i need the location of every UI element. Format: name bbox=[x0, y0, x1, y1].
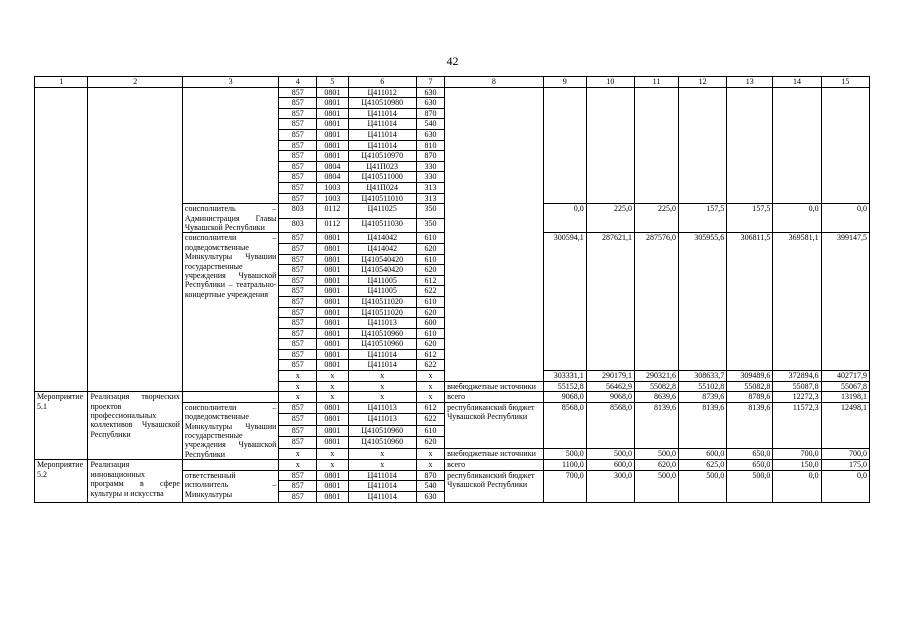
value-cell: 12272,3 bbox=[773, 392, 821, 403]
code-csr: x bbox=[348, 371, 416, 382]
executor-label: ответственный исполнитель – Минкультуры bbox=[182, 470, 279, 502]
code-vr: 620 bbox=[416, 307, 444, 318]
code-csr: Ц411013 bbox=[348, 414, 416, 425]
code-csr: Ц410511020 bbox=[348, 296, 416, 307]
value-cell: 700,0 bbox=[821, 448, 869, 460]
col3-cell bbox=[182, 87, 279, 204]
code-csr: Ц410510960 bbox=[348, 328, 416, 339]
column-header: 14 bbox=[773, 77, 821, 88]
value-cell: 8139,6 bbox=[678, 402, 726, 448]
value-cell: 8139,6 bbox=[634, 402, 678, 448]
code-vr: x bbox=[416, 371, 444, 382]
value-cell: 500,0 bbox=[727, 470, 773, 502]
code-vr: 620 bbox=[416, 339, 444, 350]
measure-5-2-total-row bbox=[35, 460, 870, 471]
code-rz: 0801 bbox=[317, 151, 348, 162]
value-cell bbox=[821, 87, 869, 204]
code-rz: 0801 bbox=[317, 243, 348, 254]
code-csr: Ц410510960 bbox=[348, 339, 416, 350]
header-row bbox=[35, 77, 870, 88]
code-csr: x bbox=[348, 460, 416, 471]
code-vr: 612 bbox=[416, 275, 444, 286]
value-cell: 150,0 bbox=[773, 460, 821, 471]
code-gr: 857 bbox=[279, 161, 317, 172]
code-gr: 857 bbox=[279, 414, 317, 425]
page-number: 42 bbox=[446, 54, 459, 68]
code-csr: Ц411014 bbox=[348, 119, 416, 130]
code-csr: Ц411012 bbox=[348, 87, 416, 98]
code-gr: 857 bbox=[279, 402, 317, 413]
executor-label: соисполнители – подведомственные Минкультуры Чувашии государственные учреждения Чувашской Республики bbox=[182, 402, 279, 459]
code-csr: Ц410510980 bbox=[348, 98, 416, 109]
code-rz: 0801 bbox=[317, 254, 348, 265]
code-gr: 857 bbox=[279, 360, 317, 371]
code-vr: 350 bbox=[416, 204, 444, 219]
theatre-executor-label: соисполнители – подведомственные Минкультуры Чувашии государственные учреждения Чувашской Республики – театрально-концертные учреждения bbox=[182, 233, 279, 392]
code-gr: 857 bbox=[279, 349, 317, 360]
code-gr: 857 bbox=[279, 339, 317, 350]
code-csr: Ц41П023 bbox=[348, 161, 416, 172]
code-rz: 0801 bbox=[317, 296, 348, 307]
code-csr: Ц41П024 bbox=[348, 182, 416, 193]
measure-id: Мероприятие 5.2 bbox=[35, 460, 88, 502]
value-cell: 225,0 bbox=[586, 204, 634, 233]
code-vr: 622 bbox=[416, 360, 444, 371]
value-cell: 309489,6 bbox=[727, 371, 773, 382]
source-cell: внебюджетные источники bbox=[445, 448, 544, 460]
code-gr: 857 bbox=[279, 87, 317, 98]
code-rz: 0801 bbox=[317, 286, 348, 297]
value-cell: 0,0 bbox=[773, 470, 821, 502]
code-gr: 857 bbox=[279, 254, 317, 265]
code-vr: 630 bbox=[416, 87, 444, 98]
value-cell: 9068,0 bbox=[586, 392, 634, 403]
code-gr: 857 bbox=[279, 108, 317, 119]
code-vr: 620 bbox=[416, 243, 444, 254]
code-gr: x bbox=[279, 392, 317, 403]
code-gr: 857 bbox=[279, 243, 317, 254]
value-cell: 300,0 bbox=[586, 470, 634, 502]
code-rz: 0801 bbox=[317, 119, 348, 130]
code-vr: 350 bbox=[416, 218, 444, 233]
code-gr: 857 bbox=[279, 119, 317, 130]
code-gr: 857 bbox=[279, 296, 317, 307]
code-csr: Ц411014 bbox=[348, 492, 416, 503]
measure-title: Реализация инновационных программ в сфере культуры и искусства bbox=[88, 460, 182, 502]
code-gr: 857 bbox=[279, 129, 317, 140]
value-cell: 55082,8 bbox=[634, 381, 678, 392]
column-header: 15 bbox=[821, 77, 869, 88]
value-cell: 1100,0 bbox=[543, 460, 586, 471]
column-header: 2 bbox=[88, 77, 182, 88]
code-rz: 0801 bbox=[317, 307, 348, 318]
column-header: 6 bbox=[348, 77, 416, 88]
value-cell bbox=[773, 87, 821, 204]
value-cell: 9068,0 bbox=[543, 392, 586, 403]
value-cell: 700,0 bbox=[543, 470, 586, 502]
code-gr: 857 bbox=[279, 275, 317, 286]
value-cell: 399147,5 bbox=[821, 233, 869, 371]
code-gr: 857 bbox=[279, 233, 317, 244]
value-cell: 308633,7 bbox=[678, 371, 726, 382]
code-vr: 612 bbox=[416, 349, 444, 360]
value-cell: 13198,1 bbox=[821, 392, 869, 403]
code-csr: Ц411025 bbox=[348, 204, 416, 219]
value-cell: 620,0 bbox=[634, 460, 678, 471]
value-cell: 55067,8 bbox=[821, 381, 869, 392]
code-vr: 600 bbox=[416, 318, 444, 329]
code-rz: 0801 bbox=[317, 425, 348, 436]
code-gr: x bbox=[279, 371, 317, 382]
value-cell: 8568,0 bbox=[543, 402, 586, 448]
code-rz: 0801 bbox=[317, 275, 348, 286]
code-vr: x bbox=[416, 392, 444, 403]
code-gr: 857 bbox=[279, 470, 317, 481]
code-vr: 620 bbox=[416, 437, 444, 448]
code-vr: 610 bbox=[416, 233, 444, 244]
code-csr: Ц411013 bbox=[348, 402, 416, 413]
source-cell: республиканский бюджет Чувашской Республики bbox=[445, 470, 544, 502]
column-header: 10 bbox=[586, 77, 634, 88]
column-header: 9 bbox=[543, 77, 586, 88]
code-rz: 0801 bbox=[317, 98, 348, 109]
value-cell: 56462,9 bbox=[586, 381, 634, 392]
table-body bbox=[35, 77, 870, 503]
code-csr: Ц410510970 bbox=[348, 151, 416, 162]
code-gr: 857 bbox=[279, 140, 317, 151]
measure-title: Реализация творческих проектов профессиональных коллективов Чувашской Республики bbox=[88, 392, 182, 460]
code-gr: 857 bbox=[279, 265, 317, 276]
code-rz: 0801 bbox=[317, 140, 348, 151]
column-header: 3 bbox=[182, 77, 279, 88]
column-header: 11 bbox=[634, 77, 678, 88]
value-cell: 55152,8 bbox=[543, 381, 586, 392]
code-rz: x bbox=[317, 381, 348, 392]
code-gr: 857 bbox=[279, 318, 317, 329]
executor-cell bbox=[182, 392, 279, 403]
code-rz: 0112 bbox=[317, 218, 348, 233]
code-rz: 0804 bbox=[317, 161, 348, 172]
value-cell: 55082,8 bbox=[727, 381, 773, 392]
code-rz: 0801 bbox=[317, 414, 348, 425]
value-cell: 625,0 bbox=[678, 460, 726, 471]
value-cell: 157,5 bbox=[727, 204, 773, 233]
code-gr: 857 bbox=[279, 286, 317, 297]
code-vr: 630 bbox=[416, 129, 444, 140]
code-rz: 0801 bbox=[317, 339, 348, 350]
measure-5-1-total-row bbox=[35, 392, 870, 403]
code-vr: 610 bbox=[416, 296, 444, 307]
value-cell: 0,0 bbox=[821, 204, 869, 233]
code-csr: Ц411014 bbox=[348, 108, 416, 119]
value-cell: 55102,8 bbox=[678, 381, 726, 392]
value-cell: 55087,8 bbox=[773, 381, 821, 392]
code-rz: 0801 bbox=[317, 437, 348, 448]
code-rz: 0804 bbox=[317, 172, 348, 183]
value-cell: 650,0 bbox=[727, 448, 773, 460]
value-cell: 290321,6 bbox=[634, 371, 678, 382]
value-cell: 8568,0 bbox=[586, 402, 634, 448]
value-cell: 402717,9 bbox=[821, 371, 869, 382]
code-rz: x bbox=[317, 460, 348, 471]
code-vr: x bbox=[416, 460, 444, 471]
value-cell: 290179,1 bbox=[586, 371, 634, 382]
code-gr: 857 bbox=[279, 98, 317, 109]
code-vr: 330 bbox=[416, 161, 444, 172]
code-vr: 622 bbox=[416, 286, 444, 297]
source-cell: внебюджетные источники bbox=[445, 381, 544, 392]
value-cell: 8789,6 bbox=[727, 392, 773, 403]
code-vr: 810 bbox=[416, 140, 444, 151]
value-cell: 11572,3 bbox=[773, 402, 821, 448]
code-gr: 857 bbox=[279, 437, 317, 448]
code-vr: 870 bbox=[416, 108, 444, 119]
code-rz: 0801 bbox=[317, 402, 348, 413]
code-csr: Ц411014 bbox=[348, 360, 416, 371]
budget-table bbox=[34, 76, 870, 503]
value-cell: 157,5 bbox=[678, 204, 726, 233]
value-cell: 650,0 bbox=[727, 460, 773, 471]
value-cell bbox=[727, 87, 773, 204]
code-csr: Ц411005 bbox=[348, 275, 416, 286]
code-vr: x bbox=[416, 448, 444, 460]
code-csr: Ц410540420 bbox=[348, 254, 416, 265]
code-rz: 0801 bbox=[317, 87, 348, 98]
code-vr: 313 bbox=[416, 182, 444, 193]
column-header: 1 bbox=[35, 77, 88, 88]
col1-cell bbox=[35, 87, 88, 392]
code-vr: 610 bbox=[416, 254, 444, 265]
code-vr: 313 bbox=[416, 193, 444, 204]
code-csr: Ц410511010 bbox=[348, 193, 416, 204]
code-gr: 857 bbox=[279, 492, 317, 503]
value-cell bbox=[543, 87, 586, 204]
source-cell: республиканский бюджет Чувашской Республики bbox=[445, 402, 544, 448]
code-gr: 857 bbox=[279, 307, 317, 318]
value-cell: 287621,1 bbox=[586, 233, 634, 371]
code-rz: 0801 bbox=[317, 233, 348, 244]
value-cell: 8139,6 bbox=[727, 402, 773, 448]
value-cell: 600,0 bbox=[678, 448, 726, 460]
code-csr: x bbox=[348, 448, 416, 460]
code-csr: Ц410511030 bbox=[348, 218, 416, 233]
code-rz: 0801 bbox=[317, 318, 348, 329]
code-vr: x bbox=[416, 381, 444, 392]
value-cell: 306811,5 bbox=[727, 233, 773, 371]
source-cell: всего bbox=[445, 392, 544, 403]
table-row bbox=[35, 87, 870, 98]
code-csr: Ц410540420 bbox=[348, 265, 416, 276]
value-cell: 369581,1 bbox=[773, 233, 821, 371]
value-cell: 225,0 bbox=[634, 204, 678, 233]
code-csr: Ц411005 bbox=[348, 286, 416, 297]
code-gr: 857 bbox=[279, 328, 317, 339]
value-cell: 0,0 bbox=[543, 204, 586, 233]
code-rz: 0801 bbox=[317, 481, 348, 492]
value-cell: 500,0 bbox=[634, 448, 678, 460]
value-cell: 12498,1 bbox=[821, 402, 869, 448]
value-cell: 300594,1 bbox=[543, 233, 586, 371]
code-rz: 0801 bbox=[317, 129, 348, 140]
code-vr: 630 bbox=[416, 98, 444, 109]
code-rz: x bbox=[317, 371, 348, 382]
column-header: 4 bbox=[279, 77, 317, 88]
column-header: 13 bbox=[727, 77, 773, 88]
column-header: 7 bbox=[416, 77, 444, 88]
source-cell: всего bbox=[445, 460, 544, 471]
code-gr: x bbox=[279, 381, 317, 392]
code-rz: 1003 bbox=[317, 182, 348, 193]
value-cell bbox=[586, 87, 634, 204]
code-csr: Ц411014 bbox=[348, 349, 416, 360]
code-csr: Ц411013 bbox=[348, 318, 416, 329]
code-csr: Ц410511000 bbox=[348, 172, 416, 183]
code-vr: 610 bbox=[416, 425, 444, 436]
col2-cell bbox=[88, 87, 182, 392]
code-rz: 0801 bbox=[317, 108, 348, 119]
code-vr: 330 bbox=[416, 172, 444, 183]
code-gr: 803 bbox=[279, 204, 317, 219]
column-header: 12 bbox=[678, 77, 726, 88]
code-gr: 857 bbox=[279, 425, 317, 436]
code-vr: 630 bbox=[416, 492, 444, 503]
code-vr: 870 bbox=[416, 151, 444, 162]
source-cell bbox=[445, 87, 544, 381]
code-gr: 857 bbox=[279, 481, 317, 492]
code-vr: 540 bbox=[416, 119, 444, 130]
value-cell: 500,0 bbox=[678, 470, 726, 502]
code-rz: 0801 bbox=[317, 492, 348, 503]
value-cell: 500,0 bbox=[543, 448, 586, 460]
code-csr: Ц410510960 bbox=[348, 437, 416, 448]
code-vr: 622 bbox=[416, 414, 444, 425]
admin-executor-label: соисполнитель – Администрация Главы Чувашской Республики bbox=[182, 204, 279, 233]
code-rz: 0801 bbox=[317, 328, 348, 339]
value-cell: 8739,6 bbox=[678, 392, 726, 403]
executor-cell bbox=[182, 460, 279, 471]
code-csr: Ц411014 bbox=[348, 140, 416, 151]
code-csr: Ц411014 bbox=[348, 481, 416, 492]
code-gr: 857 bbox=[279, 193, 317, 204]
value-cell: 0,0 bbox=[773, 204, 821, 233]
code-gr: x bbox=[279, 460, 317, 471]
code-rz: 0801 bbox=[317, 360, 348, 371]
value-cell: 175,0 bbox=[821, 460, 869, 471]
code-csr: Ц414042 bbox=[348, 243, 416, 254]
code-csr: x bbox=[348, 392, 416, 403]
value-cell: 700,0 bbox=[773, 448, 821, 460]
code-vr: 870 bbox=[416, 470, 444, 481]
code-csr: Ц411014 bbox=[348, 129, 416, 140]
code-gr: 857 bbox=[279, 151, 317, 162]
measure-id: Мероприятие 5.1 bbox=[35, 392, 88, 460]
value-cell: 305955,6 bbox=[678, 233, 726, 371]
value-cell: 600,0 bbox=[586, 460, 634, 471]
value-cell: 372894,6 bbox=[773, 371, 821, 382]
code-rz: 0801 bbox=[317, 265, 348, 276]
code-csr: Ц410511020 bbox=[348, 307, 416, 318]
code-gr: 857 bbox=[279, 182, 317, 193]
value-cell: 500,0 bbox=[586, 448, 634, 460]
code-rz: 1003 bbox=[317, 193, 348, 204]
value-cell: 500,0 bbox=[634, 470, 678, 502]
value-cell: 8639,6 bbox=[634, 392, 678, 403]
code-vr: 610 bbox=[416, 328, 444, 339]
code-csr: x bbox=[348, 381, 416, 392]
value-cell: 287576,0 bbox=[634, 233, 678, 371]
code-csr: Ц410510960 bbox=[348, 425, 416, 436]
code-vr: 540 bbox=[416, 481, 444, 492]
code-gr: 857 bbox=[279, 172, 317, 183]
column-header: 8 bbox=[445, 77, 544, 88]
code-rz: 0801 bbox=[317, 349, 348, 360]
value-cell: 303331,1 bbox=[543, 371, 586, 382]
code-rz: 0801 bbox=[317, 470, 348, 481]
code-rz: 0112 bbox=[317, 204, 348, 219]
code-gr: x bbox=[279, 448, 317, 460]
value-cell bbox=[678, 87, 726, 204]
value-cell bbox=[634, 87, 678, 204]
code-csr: Ц414042 bbox=[348, 233, 416, 244]
code-vr: 612 bbox=[416, 402, 444, 413]
code-rz: x bbox=[317, 448, 348, 460]
code-vr: 620 bbox=[416, 265, 444, 276]
code-csr: Ц411014 bbox=[348, 470, 416, 481]
code-gr: 803 bbox=[279, 218, 317, 233]
column-header: 5 bbox=[317, 77, 348, 88]
code-rz: x bbox=[317, 392, 348, 403]
value-cell: 0,0 bbox=[821, 470, 869, 502]
